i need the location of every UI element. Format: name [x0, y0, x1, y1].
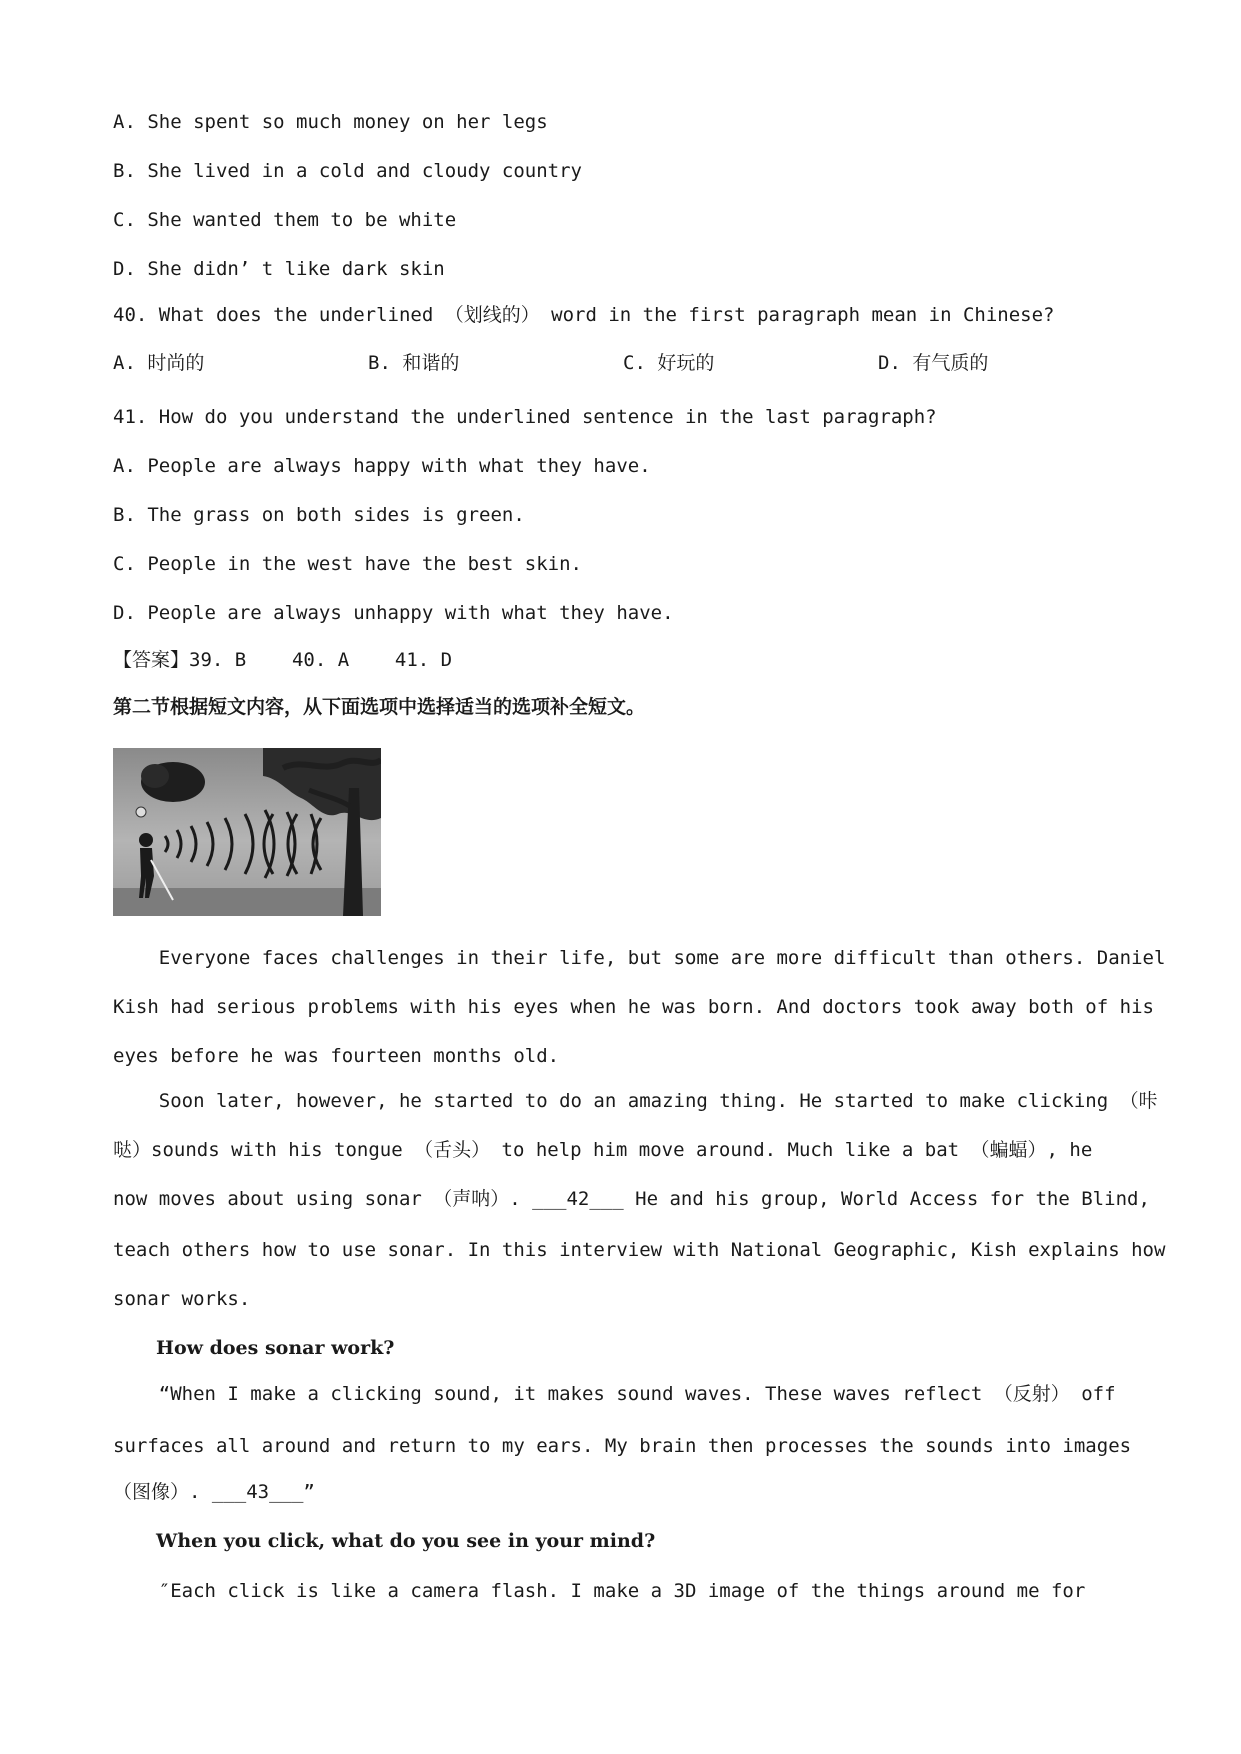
passage-p2-line1: Soon later, however, he started to do an amazing thing. He started to make clicking （咔	[113, 1090, 1158, 1112]
blank-43: ___43___	[211, 1481, 304, 1503]
passage-p2-line5: sonar works.	[113, 1288, 251, 1310]
q41-option-b: B. The grass on both sides is green.	[113, 504, 525, 526]
q39-option-a: A. She spent so much money on her legs	[113, 111, 548, 133]
q41-option-a: A. People are always happy with what they have.	[113, 455, 651, 477]
passage-p3-line3	[113, 1483, 315, 1502]
passage-p4-line1: ″Each click is like a camera flash. I make a 3D image of the things around me for	[113, 1580, 1086, 1602]
q40-option-b: B. 和谐的	[368, 352, 460, 374]
passage-p2-line3	[113, 1190, 1150, 1209]
section-heading: 第二节根据短文内容，从下面选项中选择适当的选项补全短文。	[113, 696, 646, 718]
passage-p1-line2: Kish had serious problems with his eyes when he was born. And doctors took away both of his	[113, 996, 1154, 1018]
q39-option-d: D. She didn’ t like dark skin	[113, 258, 445, 280]
q39-option-b: B. She lived in a cold and cloudy country	[113, 160, 582, 182]
q39-option-c: C. She wanted them to be white	[113, 209, 457, 231]
passage-p1-line1: Everyone faces challenges in their life, but some are more difficult than others. Daniel	[113, 947, 1166, 969]
q41-option-c: C. People in the west have the best skin.	[113, 553, 582, 575]
blind-man-sonar-illustration	[113, 748, 381, 916]
passage-p3-line2: surfaces all around and return to my ears. My brain then processes the sounds into images	[113, 1435, 1132, 1457]
passage-p3-line3-pre: （图像）.	[113, 1481, 212, 1503]
passage-p3-line1: “When I make a clicking sound, it makes sound waves. These waves reflect （反射） off	[113, 1383, 1116, 1405]
q40-question: 40. What does the underlined （划线的） word in the first paragraph mean in Chinese?	[113, 304, 1055, 326]
passage-p2-line3-post: He and his group, World Access for the Blind,	[623, 1188, 1150, 1210]
q40-option-a: A. 时尚的	[113, 352, 205, 374]
passage-p1-line3: eyes before he was fourteen months old.	[113, 1045, 560, 1067]
passage-p2-line2: 哒）sounds with his tongue （舌头） to help him move around. Much like a bat （蝙蝠）, he	[113, 1139, 1093, 1161]
blank-42: ___42___	[532, 1188, 624, 1210]
heading-click-mind: When you click, what do you see in your mind?	[156, 1530, 656, 1552]
q41-option-d: D. People are always unhappy with what they have.	[113, 602, 674, 624]
q40-option-c: C. 好玩的	[623, 352, 715, 374]
q40-option-d: D. 有气质的	[878, 352, 989, 374]
passage-p3-line3-post: ”	[303, 1481, 315, 1503]
passage-p2-line3-pre: now moves about using sonar （声呐）.	[113, 1188, 533, 1210]
q41-question: 41. How do you understand the underlined sentence in the last paragraph?	[113, 406, 937, 428]
answer-line: 【答案】39. B 40. A 41. D	[113, 649, 453, 671]
passage-p2-line4: teach others how to use sonar. In this interview with National Geographic, Kish explains how	[113, 1239, 1166, 1261]
heading-sonar-work: How does sonar work?	[156, 1337, 395, 1359]
